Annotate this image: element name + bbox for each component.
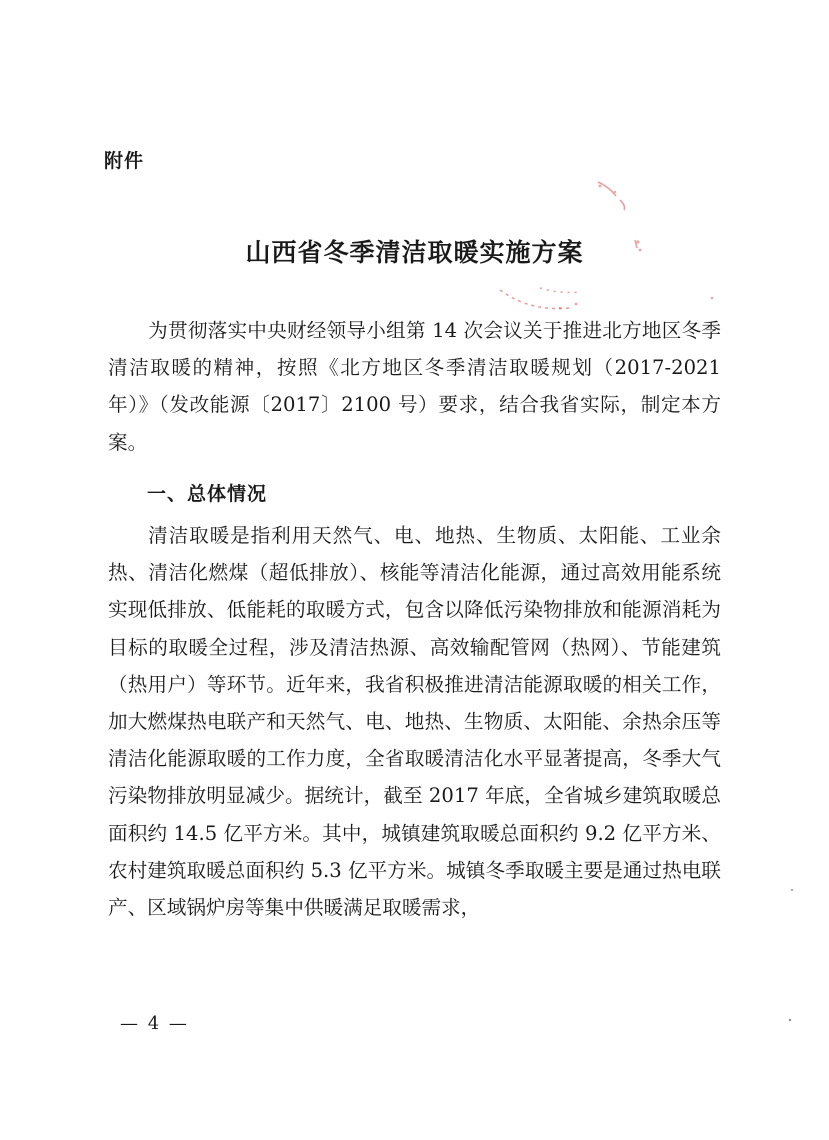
section-heading-overview: 一、总体情况 (147, 483, 268, 505)
section1-paragraph-block (108, 517, 721, 926)
page-number: — 4 — (120, 1013, 189, 1034)
intro-paragraph: 为贯彻落实中央财经领导小组第 14 次会议关于推进北方地区冬季清洁取暖的精神，按照《北方地区冬季清洁取暖规划（2017-2021 年）》（发改能源〔2017〕2100 号）要求，结合我省实际，制定本方案。 (108, 319, 721, 454)
intro-paragraph-block (108, 312, 721, 461)
attachment-label: 附件 (104, 150, 145, 172)
section1-paragraph: 清洁取暖是指利用天然气、电、地热、生物质、太阳能、工业余热、清洁化燃煤（超低排放）、核能等清洁化能源，通过高效用能系统实现低排放、低能耗的取暖方式，包含以降低污染物排放和能源消耗为目标的取暖全过程，涉及清洁热源、高效输配管网（热网）、节能建筑（热用户）等环节。近年来，我省积极推进清洁能源取暖的相关工作，加大燃煤热电联产和天然气、电、地热、生物质、太阳能、余热余压等清洁化能源取暖的工作力度，全省取暖清洁化水平显著提高，冬季大气污染物排放明显减少。据统计，截至 2017 年底，全省城乡建筑取暖总面积约 14.5 亿平方米。其中，城镇建筑取暖总面积约 9.2 亿平方米、农村建筑取暖总面积约 5.3 亿平方米。城镇冬季取暖主要是通过热电联产、区域锅炉房等集中供暖满足取暖需求， (108, 524, 721, 920)
document-title: 山西省冬季清洁取暖实施方案 (245, 238, 584, 267)
scan-edge-marks (780, 880, 820, 1040)
